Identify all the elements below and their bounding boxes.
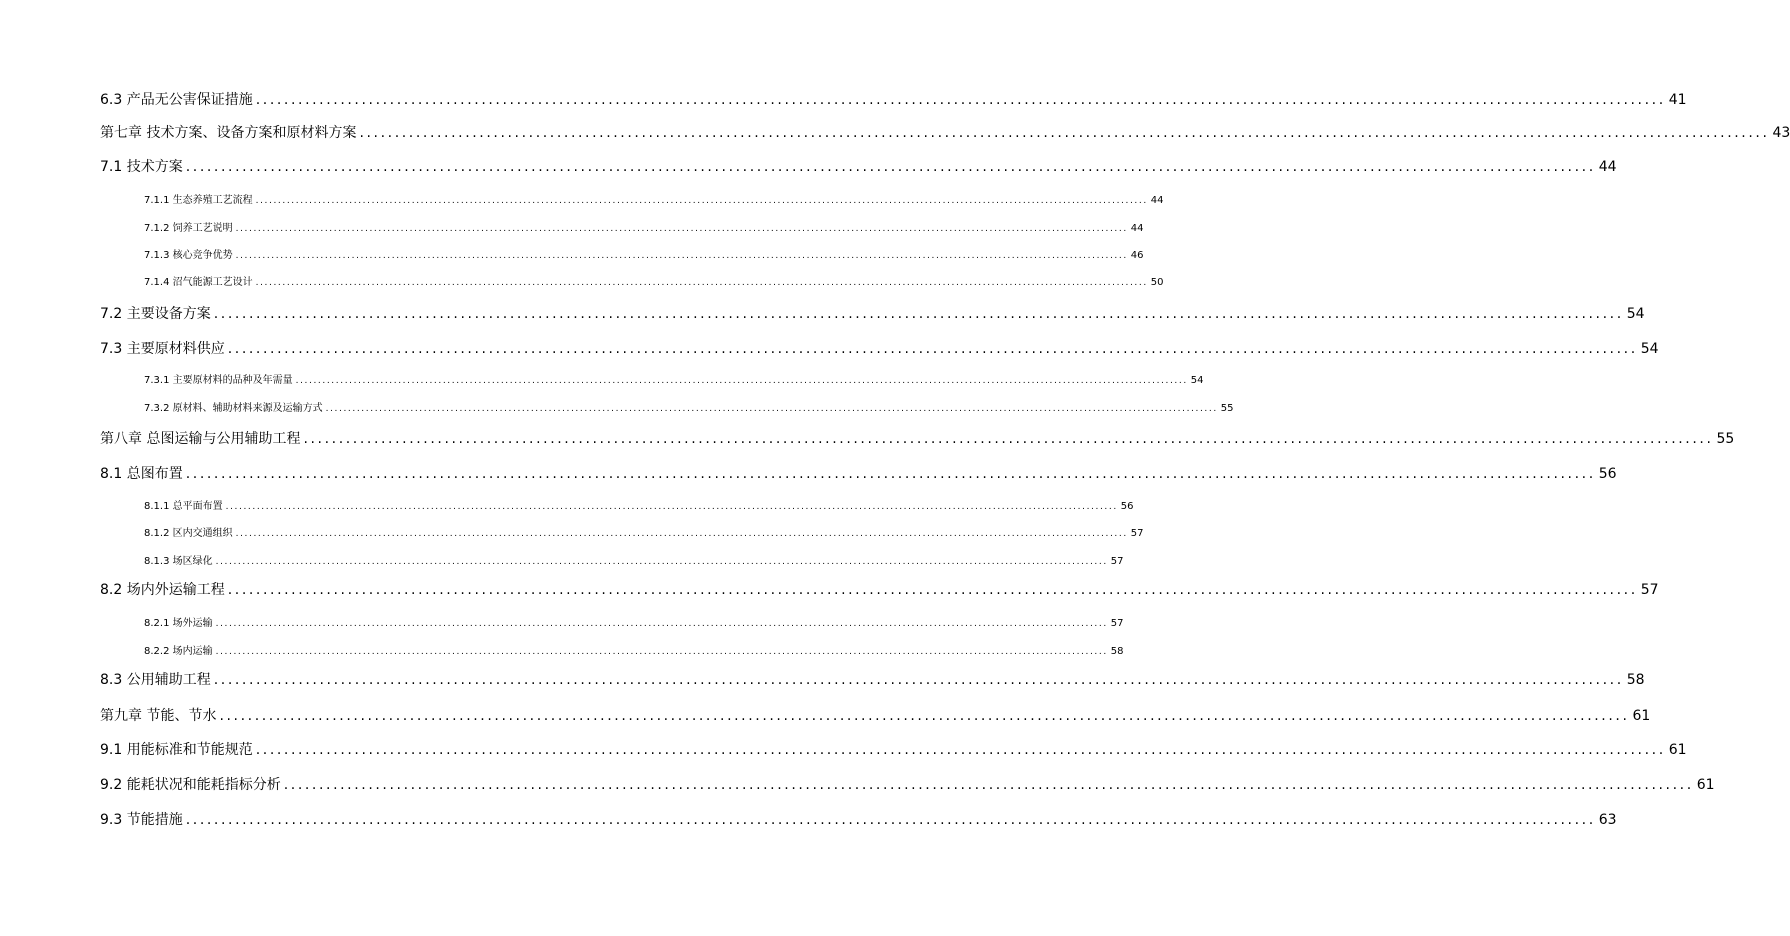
toc-entry-title: 7.3 主要原材料供应 xyxy=(100,341,225,357)
toc-entry-page: 44 xyxy=(1150,195,1164,206)
toc-entry-page: 44 xyxy=(1130,223,1144,234)
dot-leader: ........................................................................................................................................................................................................ xyxy=(213,672,1624,688)
toc-entry[interactable] xyxy=(100,303,1645,323)
dot-leader: ........................................................................................................................................................................................................ xyxy=(359,125,1770,141)
dot-leader: ........................................................................................................................................................................................................ xyxy=(235,251,1128,261)
dot-leader: ........................................................................................................................................................................................................ xyxy=(213,306,1624,322)
toc-entry-title: 6.3 产品无公害保证措施 xyxy=(100,92,253,108)
dot-leader: ........................................................................................................................................................................................................ xyxy=(303,431,1714,447)
toc-entry-title: 7.1.3 核心竞争优势 xyxy=(144,250,233,261)
toc-entry-title: 8.1 总图布置 xyxy=(100,466,183,482)
toc-entry-page: 55 xyxy=(1220,403,1234,414)
toc-entry-title: 第九章 节能、节水 xyxy=(100,708,217,724)
toc-entry[interactable] xyxy=(100,739,1687,759)
toc-entry-page: 57 xyxy=(1640,582,1659,598)
dot-leader: ........................................................................................................................................................................................................ xyxy=(255,196,1148,206)
toc-entry-page: 54 xyxy=(1640,341,1659,357)
toc-entry-page: 56 xyxy=(1598,466,1617,482)
dot-leader: ........................................................................................................................................................................................................ xyxy=(227,341,1638,357)
toc-entry-page: 57 xyxy=(1110,618,1124,629)
toc-entry[interactable] xyxy=(100,705,1651,725)
dot-leader: ........................................................................................................................................................................................................ xyxy=(235,224,1128,234)
toc-entry-page: 61 xyxy=(1668,742,1687,758)
dot-leader: ........................................................................................................................................................................................................ xyxy=(225,502,1118,512)
toc-entry-title: 第七章 技术方案、设备方案和原材料方案 xyxy=(100,125,357,141)
dot-leader: ........................................................................................................................................................................................................ xyxy=(185,159,1596,175)
toc-entry[interactable] xyxy=(144,191,1164,206)
dot-leader: ........................................................................................................................................................................................................ xyxy=(227,582,1638,598)
dot-leader: ........................................................................................................................................................................................................ xyxy=(215,619,1108,629)
toc-entry-title: 8.1.2 区内交通组织 xyxy=(144,528,233,539)
toc-entry-page: 54 xyxy=(1190,375,1204,386)
toc-entry-page: 57 xyxy=(1110,556,1124,567)
toc-entry-title: 8.1.1 总平面布置 xyxy=(144,501,223,512)
dot-leader: ........................................................................................................................................................................................................ xyxy=(185,812,1596,828)
toc-entry-page: 54 xyxy=(1626,306,1645,322)
toc-entry-title: 8.2 场内外运输工程 xyxy=(100,582,225,598)
toc-entry[interactable] xyxy=(100,774,1715,794)
toc-entry[interactable] xyxy=(144,219,1144,234)
toc-entry[interactable] xyxy=(100,669,1645,689)
dot-leader: ........................................................................................................................................................................................................ xyxy=(255,278,1148,288)
toc-entry-page: 61 xyxy=(1632,708,1651,724)
toc-entry[interactable] xyxy=(144,642,1124,657)
toc-entry-title: 8.2.2 场内运输 xyxy=(144,646,213,657)
toc-entry-title: 9.3 节能措施 xyxy=(100,812,183,828)
toc-entry-title: 7.1 技术方案 xyxy=(100,159,183,175)
toc-entry[interactable] xyxy=(100,338,1659,358)
toc-entry-page: 41 xyxy=(1668,92,1687,108)
toc-entry-title: 9.1 用能标准和节能规范 xyxy=(100,742,253,758)
toc-entry[interactable] xyxy=(144,399,1234,414)
toc-entry[interactable] xyxy=(100,89,1687,109)
toc-entry[interactable] xyxy=(144,552,1124,567)
toc-entry-page: 56 xyxy=(1120,501,1134,512)
toc-entry-page: 55 xyxy=(1716,431,1735,447)
toc-entry-page: 50 xyxy=(1150,277,1164,288)
toc-entry-title: 第八章 总图运输与公用辅助工程 xyxy=(100,431,301,447)
toc-entry[interactable] xyxy=(144,273,1164,288)
dot-leader: ........................................................................................................................................................................................................ xyxy=(325,404,1218,414)
toc-entry-title: 7.1.1 生态养殖工艺流程 xyxy=(144,195,253,206)
toc-entry[interactable] xyxy=(144,371,1204,386)
toc-entry-page: 61 xyxy=(1696,777,1715,793)
toc-entry-title: 8.1.3 场区绿化 xyxy=(144,556,213,567)
toc-entry-page: 57 xyxy=(1130,528,1144,539)
toc-entry-title: 7.2 主要设备方案 xyxy=(100,306,211,322)
dot-leader: ........................................................................................................................................................................................................ xyxy=(235,529,1128,539)
toc-entry[interactable] xyxy=(100,428,1735,448)
toc-entry-page: 46 xyxy=(1130,250,1144,261)
toc-entry[interactable] xyxy=(100,809,1617,829)
toc-entry[interactable] xyxy=(100,156,1617,176)
toc-entry[interactable] xyxy=(144,524,1144,539)
toc-entry-title: 7.1.2 饲养工艺说明 xyxy=(144,223,233,234)
toc-entry-title: 7.3.1 主要原材料的品种及年需量 xyxy=(144,375,293,386)
toc-entry[interactable] xyxy=(144,497,1134,512)
toc-entry-page: 44 xyxy=(1598,159,1617,175)
toc-entry-title: 7.1.4 沼气能源工艺设计 xyxy=(144,277,253,288)
toc-entry[interactable] xyxy=(144,614,1124,629)
toc-entry[interactable] xyxy=(144,246,1144,261)
dot-leader: ........................................................................................................................................................................................................ xyxy=(255,92,1666,108)
toc-entry-page: 43 xyxy=(1772,125,1790,141)
toc-entry[interactable] xyxy=(100,463,1617,483)
dot-leader: ........................................................................................................................................................................................................ xyxy=(215,557,1108,567)
toc-entry[interactable] xyxy=(100,122,1790,142)
toc-entry-page: 58 xyxy=(1626,672,1645,688)
dot-leader: ........................................................................................................................................................................................................ xyxy=(219,708,1630,724)
toc-entry-title: 9.2 能耗状况和能耗指标分析 xyxy=(100,777,281,793)
toc-entry-title: 8.2.1 场外运输 xyxy=(144,618,213,629)
toc-entry[interactable] xyxy=(100,579,1659,599)
toc-entry-title: 7.3.2 原材料、辅助材料来源及运输方式 xyxy=(144,403,323,414)
dot-leader: ........................................................................................................................................................................................................ xyxy=(185,466,1596,482)
toc-entry-page: 58 xyxy=(1110,646,1124,657)
dot-leader: ........................................................................................................................................................................................................ xyxy=(283,777,1694,793)
dot-leader: ........................................................................................................................................................................................................ xyxy=(215,647,1108,657)
dot-leader: ........................................................................................................................................................................................................ xyxy=(295,376,1188,386)
toc-entry-page: 63 xyxy=(1598,812,1617,828)
toc-entry-title: 8.3 公用辅助工程 xyxy=(100,672,211,688)
dot-leader: ........................................................................................................................................................................................................ xyxy=(255,742,1666,758)
